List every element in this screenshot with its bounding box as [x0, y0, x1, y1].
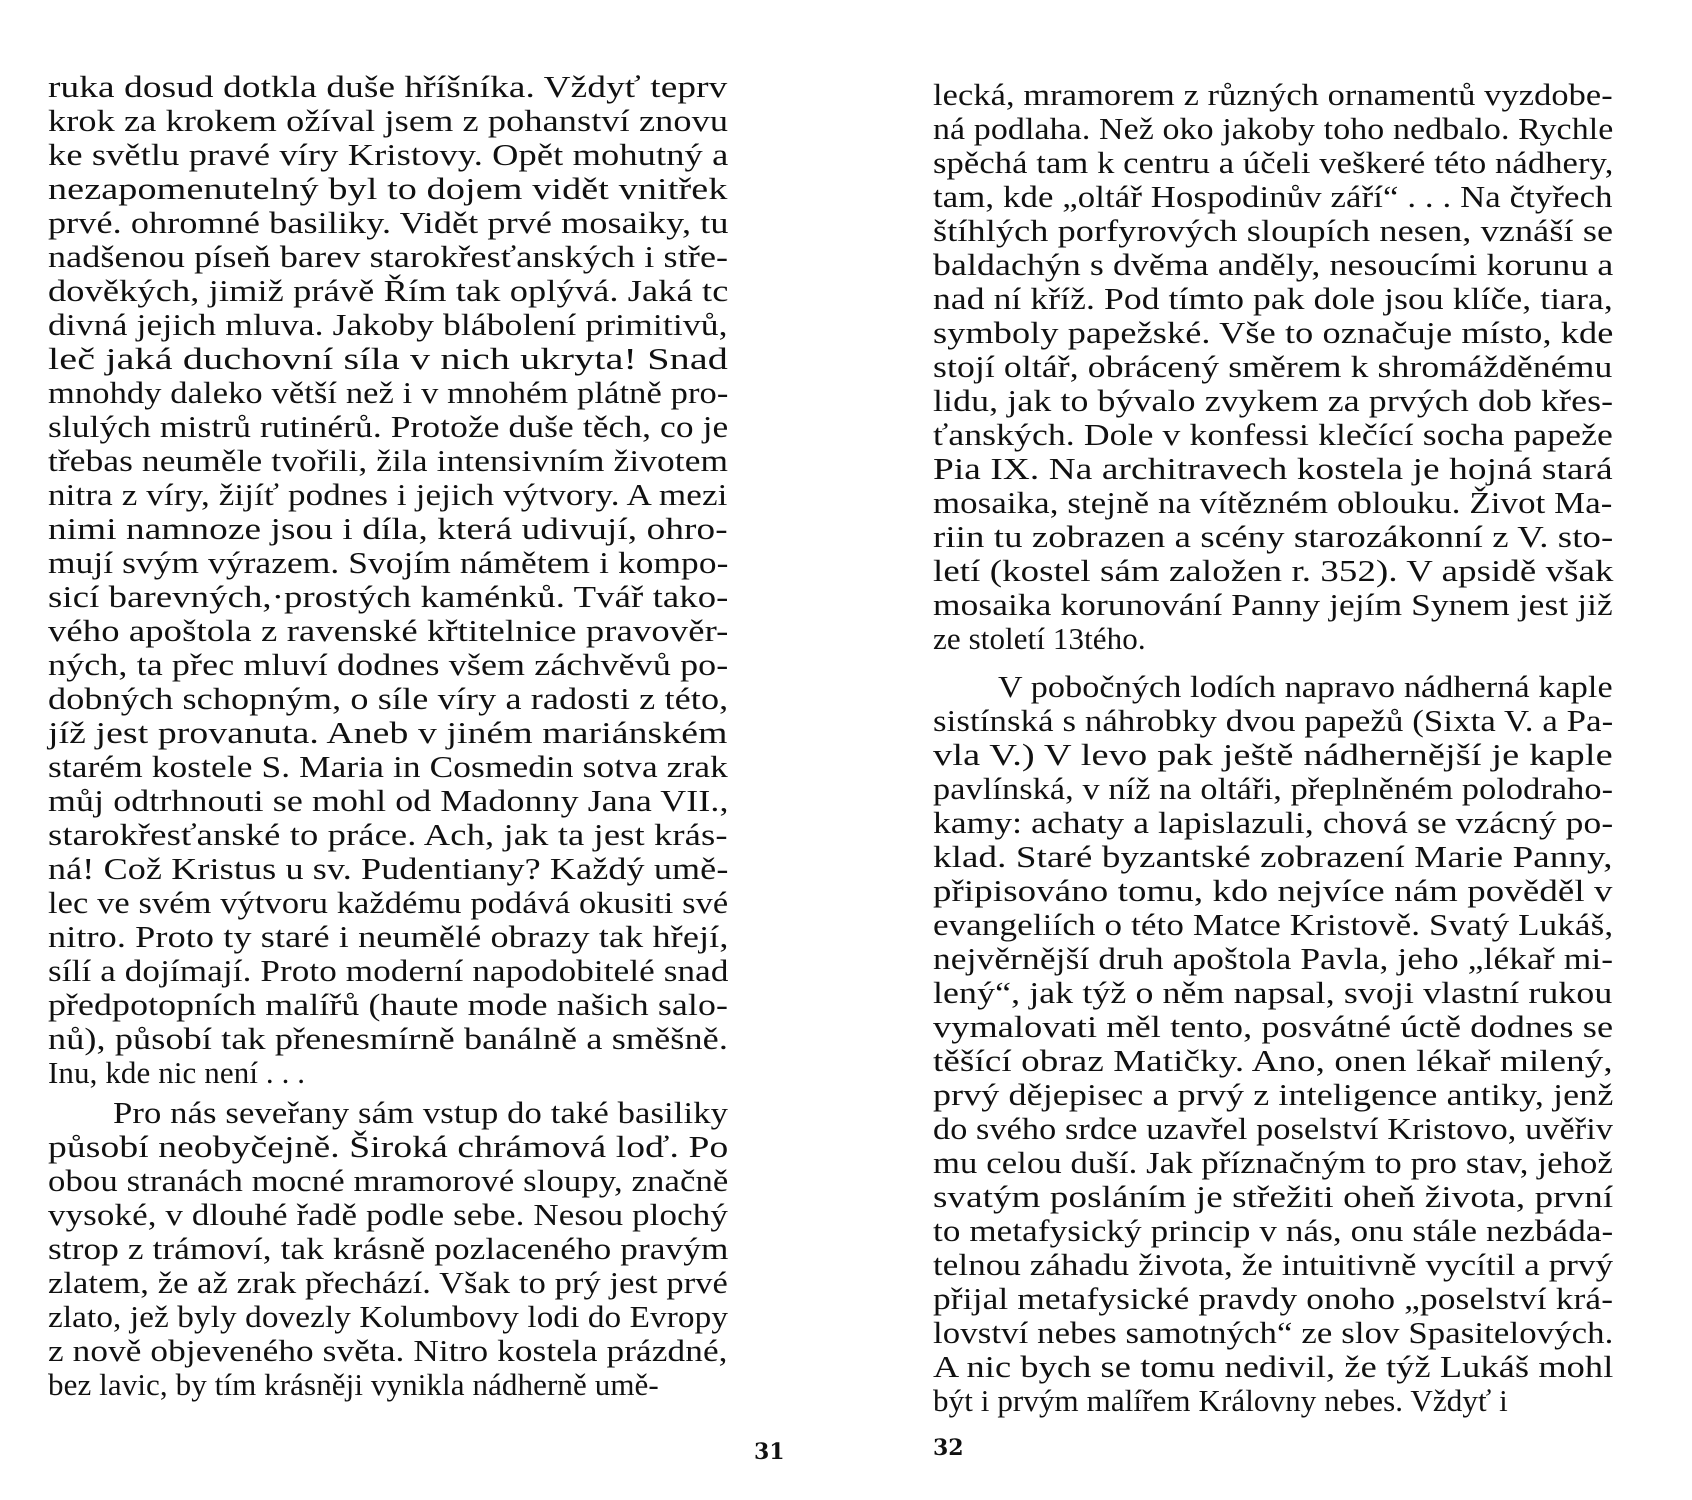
text-line: působí neobyčejně. Široká chrámová loď. Po	[48, 1129, 729, 1164]
text-line: tam, kde „oltář Hospodinův září“ . . . Na čtyřech	[933, 179, 1613, 214]
left-page	[48, 0, 793, 1500]
text-line: vysoké, v dlouhé řadě podle sebe. Nesou plochý	[48, 1197, 728, 1232]
text-line: leč jaká duchovní síla v nich ukryta! Snad	[48, 341, 729, 376]
text-line: starokřesťanské to práce. Ach, jak ta jest krás-	[48, 817, 728, 852]
text-line: baldachýn s dvěma anděly, nesoucími korunu a	[933, 247, 1614, 282]
text-line: letí (kostel sám založen r. 352). V apsidě však	[933, 553, 1614, 588]
text-line: mosaika korunování Panny jejím Synem jest již	[933, 587, 1613, 622]
text-line: ných, ta přec mluví dodnes všem záchvěvů po-	[48, 647, 729, 682]
text-line: Pro nás seveřany sám vstup do také basiliky	[113, 1095, 729, 1130]
text-line: nitro. Proto ty staré i neumělé obrazy tak hřejí,	[48, 919, 729, 954]
text-line: ná! Což Kristus u sv. Pudentiany? Každý umě-	[48, 851, 729, 886]
text-line: krok za krokem ožíval jsem z pohanství znovu	[48, 103, 729, 138]
text-line: z nově objeveného světa. Nitro kostela prázdné,	[48, 1333, 728, 1368]
text-line: lovství nebes samotných“ ze slov Spasitelových.	[933, 1315, 1614, 1350]
text-line: vymalovati měl tento, posvátné úctě dodnes se	[933, 1009, 1614, 1044]
text-line: sicí barevných,·prostých kaménků. Tvář tako-	[48, 579, 729, 614]
text-line: spěchá tam k centru a účeli veškeré této nádhery,	[933, 145, 1614, 180]
text-line: obou stranách mocné mramorové sloupy, značně	[48, 1163, 729, 1198]
text-line: prvé. ohromné basiliky. Vidět prvé mosaiky, tu	[48, 205, 729, 240]
text-line: dobných schopným, o síle víry a radosti z této,	[48, 681, 729, 716]
text-line: ke světlu pravé víry Kristovy. Opět mohutný a	[48, 137, 729, 172]
text-line: ná podlaha. Než oko jakoby toho nedbalo. Rychle	[933, 111, 1614, 146]
text-line: stojí oltář, obrácený směrem k shromážděnému	[933, 349, 1613, 384]
text-line: prvý dějepisec a prvý z inteligence antiky, jenž	[933, 1077, 1614, 1112]
text-line: nejvěrnější druh apoštola Pavla, jeho „lékař mi-	[933, 941, 1614, 976]
text-line: vého apoštola z ravenské křtitelnice pravověr-	[48, 613, 729, 648]
text-line: nů), působí tak přenesmírně banálně a směšně.	[48, 1021, 729, 1056]
text-line: symboly papežské. Vše to označuje místo, kde	[933, 315, 1614, 350]
text-line: ze století 13tého.	[933, 621, 1146, 656]
text-line: evangeliích o této Matce Kristově. Svatý Lukáš,	[933, 907, 1614, 942]
text-line: nad ní kříž. Pod tímto pak dole jsou klíče, tiara,	[933, 281, 1613, 316]
text-line: ruka dosud dotkla duše hříšníka. Vždyť teprv	[48, 69, 728, 104]
text-line: být i prvým malířem Královny nebes. Vždyť i	[933, 1383, 1508, 1418]
text-line: svatým posláním je střežiti oheň života, první	[933, 1179, 1614, 1214]
right-page-number: 32	[933, 1435, 964, 1461]
text-line: bez lavic, by tím krásněji vynikla nádherně umě-	[48, 1367, 659, 1402]
text-line: mu celou duší. Jak příznačným to pro stav, jehož	[933, 1145, 1613, 1180]
text-line: telnou záhadu života, že intuitivně vycítil a prvý	[933, 1247, 1614, 1282]
text-line: zlato, jež byly dovezly Kolumbovy lodi do Evropy	[48, 1299, 729, 1334]
right-page	[933, 0, 1656, 1500]
text-line: těšící obraz Matičky. Ano, onen lékař milený,	[933, 1043, 1613, 1078]
text-line: předpotopních malířů (haute mode našich salo-	[48, 987, 729, 1022]
text-line: A nic bych se tomu nedivil, že týž Lukáš mohl	[933, 1349, 1614, 1384]
text-line: sistínská s náhrobky dvou papežů (Sixta V. a Pa-	[933, 703, 1614, 738]
text-line: nezapomenutelný byl to dojem vidět vnitřek	[48, 171, 728, 206]
text-line: kamy: achaty a lapislazuli, chová se vzácný po-	[933, 805, 1614, 840]
text-line: přijal metafysické pravdy onoho „poselství krá-	[933, 1281, 1614, 1316]
text-line: jíž jest provanuta. Aneb v jiném mariánském	[48, 715, 728, 750]
text-line: dověkých, jimiž právě Řím tak oplývá. Jaká tc	[48, 273, 729, 308]
text-line: divná jejich mluva. Jakoby blábolení primitivů,	[48, 307, 728, 342]
text-line: nimi namnoze jsou i díla, která udivují, ohro-	[48, 511, 728, 546]
text-line: mují svým výrazem. Svojím námětem i kompo-	[48, 545, 729, 580]
text-line: lecká, mramorem z různých ornamentů vyzdobe-	[933, 77, 1613, 112]
text-line: sílí a dojímají. Proto moderní napodobitelé snad	[48, 953, 729, 988]
text-line: Inu, kde nic není . . .	[48, 1055, 306, 1090]
text-line: třebas neuměle tvořili, žila intensivním životem	[48, 443, 729, 478]
text-line: klad. Staré byzantské zobrazení Marie Panny,	[933, 839, 1613, 874]
text-line: riin tu zobrazen a scény starozákonní z V. sto-	[933, 519, 1614, 554]
text-line: to metafysický princip v nás, onu stále nezbáda-	[933, 1213, 1614, 1248]
text-line: mnohdy daleko větší než i v mnohém plátně pro-	[48, 375, 729, 410]
text-line: nitra z víry, žijíť podnes i jejich výtvory. A mezi	[48, 477, 728, 512]
text-line: lidu, jak to bývalo zvykem za prvých dob křes-	[933, 383, 1614, 418]
text-line: nadšenou píseň barev starokřesťanských i stře-	[48, 239, 729, 274]
text-line: pavlínská, v níž na oltáři, přeplněném polodraho-	[933, 771, 1614, 806]
text-line: V pobočných lodích napravo nádherná kaple	[998, 669, 1613, 704]
text-line: lec ve svém výtvoru každému podává okusiti své	[48, 885, 729, 920]
text-line: slulých mistrů rutinérů. Protože duše těch, co je	[48, 409, 729, 444]
text-line: do svého srdce uzavřel poselství Kristovo, uvěřiv	[933, 1111, 1614, 1146]
text-line: ťanských. Dole v konfessi klečící socha papeže	[933, 417, 1613, 452]
text-line: strop z trámoví, tak krásně pozlaceného pravým	[48, 1231, 729, 1266]
text-line: můj odtrhnouti se mohl od Madonny Jana VII.,	[48, 783, 729, 818]
text-line: starém kostele S. Maria in Cosmedin sotva zrak	[48, 749, 728, 784]
text-line: lený“, jak týž o něm napsal, svoji vlastní rukou	[933, 975, 1613, 1010]
text-line: mosaika, stejně na vítězném oblouku. Život Ma-	[933, 485, 1613, 520]
text-line: vla V.) V levo pak ještě nádhernější je kaple	[933, 737, 1613, 772]
text-line: štíhlých porfyrových sloupích nesen, vznáší se	[933, 213, 1614, 248]
left-page-number: 31	[754, 1439, 785, 1465]
text-line: Pia IX. Na architravech kostela je hojná stará	[933, 451, 1613, 486]
text-line: zlatem, že až zrak přechází. Však to prý jest prvé	[48, 1265, 728, 1300]
text-line: připisováno tomu, kdo nejvíce nám pověděl v	[933, 873, 1613, 908]
